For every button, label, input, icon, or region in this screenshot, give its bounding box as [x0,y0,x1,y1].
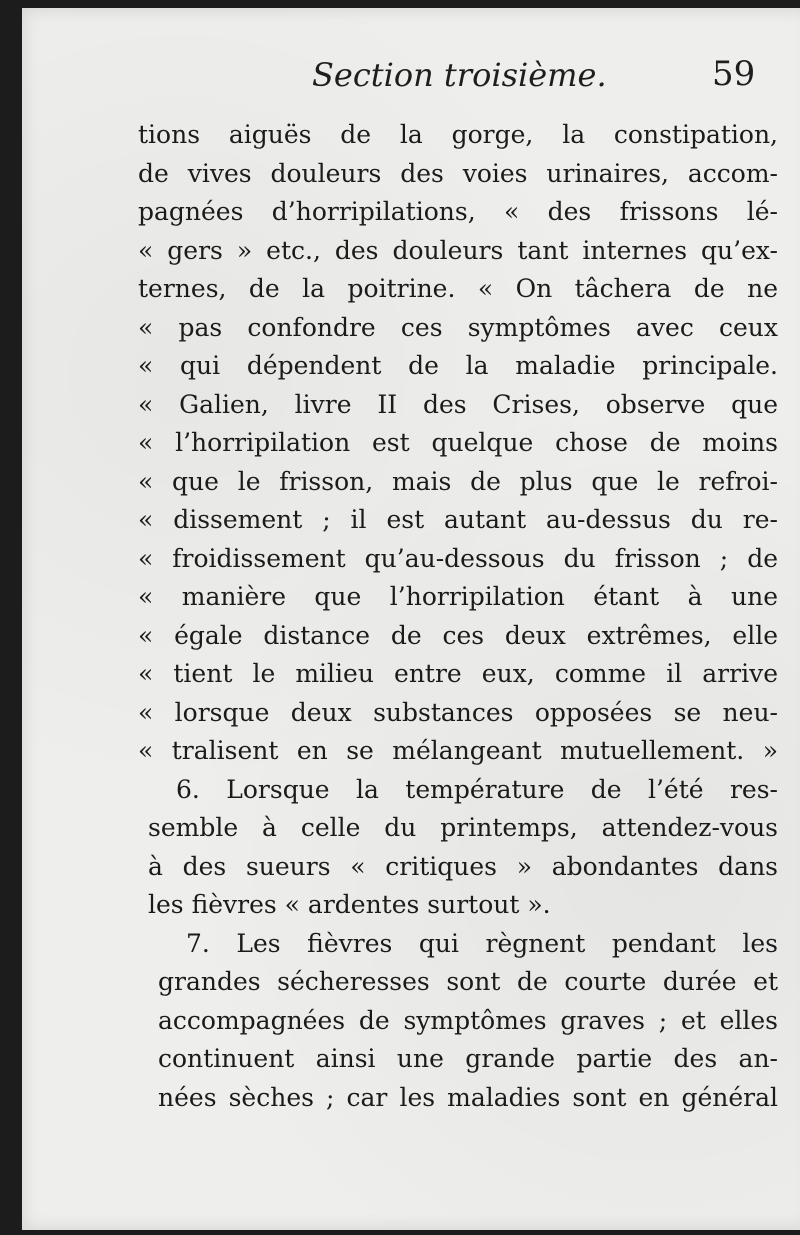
text-line: nées sèches ; car les maladies sont en général [158,1082,778,1112]
page-number: 59 [712,54,756,94]
paragraph-continuation [138,116,778,771]
text-line: « tient le milieu entre eux, comme il arrive [138,659,778,688]
page-header [22,52,800,102]
text-line: accompagnées de symptômes graves ; et elles [158,1005,778,1035]
text-line: de vives douleurs des voies urinaires, accom- [138,158,778,188]
text-line: pagnées d’horripilations, « des frissons lé- [138,197,778,226]
text-line: « lorsque deux substances opposées se neu- [138,697,778,727]
text-line: « manière que l’horripilation étant à une [138,582,778,611]
text-line: à des sueurs « critiques » abondantes dans [148,851,778,881]
text-line: 6. Lorsque la température de l’été res- [176,774,778,804]
text-line: semble à celle du printemps, attendez-vous [148,813,778,842]
text-line: « qui dépendent de la maladie principale. [138,351,778,380]
text-line: « froidissement qu’au-dessous du frisson ; de [138,543,778,573]
text-line: « gers » etc., des douleurs tant internes qu’ex- [138,235,778,265]
text-line: « pas confondre ces symptômes avec ceux [138,312,778,342]
text-line: grandes sécheresses sont de courte durée et [158,967,778,996]
text-line: ternes, de la poitrine. « On tâchera de ne [138,274,778,303]
text-line: les fièvres « ardentes surtout ». [148,890,551,919]
text-line: « Galien, livre II des Crises, observe que [138,389,778,419]
text-line: « tralisent en se mélangeant mutuellement. » [138,736,778,765]
text-line: « dissement ; il est autant au-dessus du re- [138,505,778,534]
text-line: « que le frisson, mais de plus que le refroi- [138,466,778,496]
book-page [22,8,800,1230]
paragraph-7 [138,925,778,1118]
text-line: 7. Les fièvres qui règnent pendant les [186,928,778,958]
text-line: tions aiguës de la gorge, la constipation, [138,120,778,149]
text-line: « égale distance de ces deux extrêmes, elle [138,620,778,650]
paragraph-6 [138,771,778,925]
text-line: continuent ainsi une grande partie des an- [158,1044,778,1073]
body-text [138,116,778,1117]
running-title: Section troisième. [312,56,607,94]
text-line: « l’horripilation est quelque chose de moins [138,428,778,457]
